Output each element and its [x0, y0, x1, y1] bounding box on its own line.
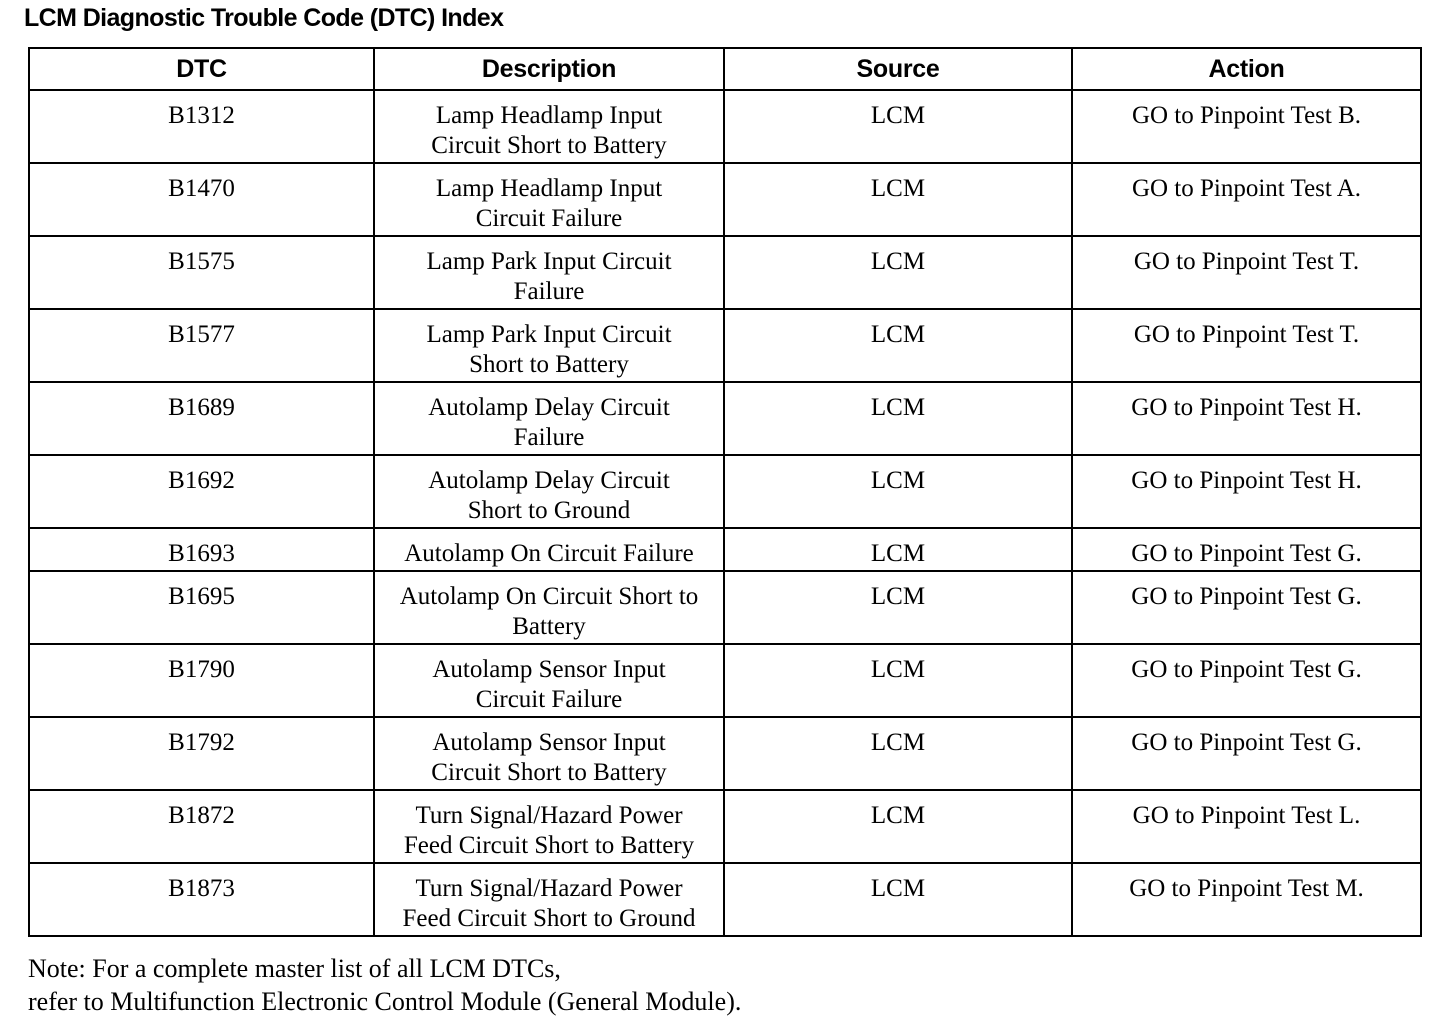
description-cell [374, 644, 724, 717]
dtc-index-table [28, 47, 1422, 937]
table-row [29, 571, 1421, 644]
dtc-code-cell: B1692 [29, 455, 374, 528]
source-cell: LCM [724, 790, 1072, 863]
description-cell [374, 717, 724, 790]
description-line: Feed Circuit Short to Ground [402, 905, 696, 932]
table-row [29, 790, 1421, 863]
action-cell: GO to Pinpoint Test T. [1072, 309, 1421, 382]
description-line: Short to Ground [467, 497, 631, 524]
table-row [29, 309, 1421, 382]
dtc-code-cell: B1792 [29, 717, 374, 790]
source-cell: LCM [724, 455, 1072, 528]
description-line: Lamp Park Input Circuit [426, 321, 672, 348]
source-cell: LCM [724, 90, 1072, 163]
description-line: Turn Signal/Hazard Power [415, 802, 683, 829]
description-cell [374, 455, 724, 528]
source-cell: LCM [724, 644, 1072, 717]
description-line: Battery [512, 613, 586, 640]
table-row [29, 163, 1421, 236]
source-cell: LCM [724, 571, 1072, 644]
column-header-source: Source [724, 48, 1072, 90]
table-row [29, 455, 1421, 528]
dtc-code-cell: B1872 [29, 790, 374, 863]
column-header-action: Action [1072, 48, 1421, 90]
description-line: Failure [513, 424, 585, 451]
description-line: Autolamp Sensor Input [432, 656, 666, 683]
column-header-dtc: DTC [29, 48, 374, 90]
source-cell: LCM [724, 309, 1072, 382]
source-cell: LCM [724, 863, 1072, 936]
source-cell: LCM [724, 528, 1072, 571]
description-line: Autolamp Delay Circuit [428, 394, 670, 421]
dtc-code-cell: B1693 [29, 528, 374, 571]
dtc-code-cell: B1312 [29, 90, 374, 163]
action-cell: GO to Pinpoint Test A. [1072, 163, 1421, 236]
table-row [29, 717, 1421, 790]
table-header-row [29, 48, 1421, 90]
dtc-code-cell: B1577 [29, 309, 374, 382]
source-cell: LCM [724, 717, 1072, 790]
description-line: Turn Signal/Hazard Power [415, 875, 683, 902]
table-row [29, 90, 1421, 163]
description-line: Feed Circuit Short to Battery [403, 832, 695, 859]
dtc-code-cell: B1873 [29, 863, 374, 936]
description-line: Failure [513, 278, 585, 305]
source-cell: LCM [724, 163, 1072, 236]
table-row [29, 382, 1421, 455]
dtc-code-cell: B1689 [29, 382, 374, 455]
action-cell: GO to Pinpoint Test G. [1072, 528, 1421, 571]
dtc-code-cell: B1575 [29, 236, 374, 309]
description-line: Autolamp Sensor Input [432, 729, 666, 756]
description-cell [374, 163, 724, 236]
description-line: Lamp Park Input Circuit [426, 248, 672, 275]
table-row [29, 528, 1421, 571]
description-line: Circuit Short to Battery [431, 759, 667, 786]
page-title: LCM Diagnostic Trouble Code (DTC) Index [24, 4, 504, 32]
description-line: Autolamp Delay Circuit [428, 467, 670, 494]
description-line: Autolamp On Circuit Short to [399, 583, 699, 610]
dtc-code-cell: B1470 [29, 163, 374, 236]
dtc-code-cell: B1790 [29, 644, 374, 717]
action-cell: GO to Pinpoint Test G. [1072, 571, 1421, 644]
description-cell [374, 309, 724, 382]
description-cell [374, 236, 724, 309]
column-header-description: Description [374, 48, 724, 90]
footnote [28, 952, 741, 1018]
description-line: Circuit Short to Battery [431, 132, 667, 159]
description-line: Lamp Headlamp Input [435, 102, 663, 129]
action-cell: GO to Pinpoint Test L. [1072, 790, 1421, 863]
table-row [29, 863, 1421, 936]
description-cell [374, 528, 724, 571]
description-line: Short to Battery [469, 351, 629, 378]
description-cell [374, 790, 724, 863]
source-cell: LCM [724, 382, 1072, 455]
description-line: Circuit Failure [475, 205, 623, 232]
dtc-code-cell: B1695 [29, 571, 374, 644]
description-cell [374, 571, 724, 644]
table-row [29, 236, 1421, 309]
description-cell [374, 382, 724, 455]
description-line: Lamp Headlamp Input [435, 175, 663, 202]
action-cell: GO to Pinpoint Test H. [1072, 382, 1421, 455]
description-cell [374, 90, 724, 163]
action-cell: GO to Pinpoint Test G. [1072, 644, 1421, 717]
action-cell: GO to Pinpoint Test H. [1072, 455, 1421, 528]
description-line: Circuit Failure [475, 686, 623, 713]
footnote-line: refer to Multifunction Electronic Control Module (General Module). [28, 987, 742, 1016]
action-cell: GO to Pinpoint Test T. [1072, 236, 1421, 309]
action-cell: GO to Pinpoint Test M. [1072, 863, 1421, 936]
table-row [29, 644, 1421, 717]
action-cell: GO to Pinpoint Test B. [1072, 90, 1421, 163]
description-line: Autolamp On Circuit Failure [404, 540, 694, 567]
source-cell: LCM [724, 236, 1072, 309]
description-cell [374, 863, 724, 936]
footnote-line: Note: For a complete master list of all LCM DTCs, [28, 954, 561, 983]
action-cell: GO to Pinpoint Test G. [1072, 717, 1421, 790]
